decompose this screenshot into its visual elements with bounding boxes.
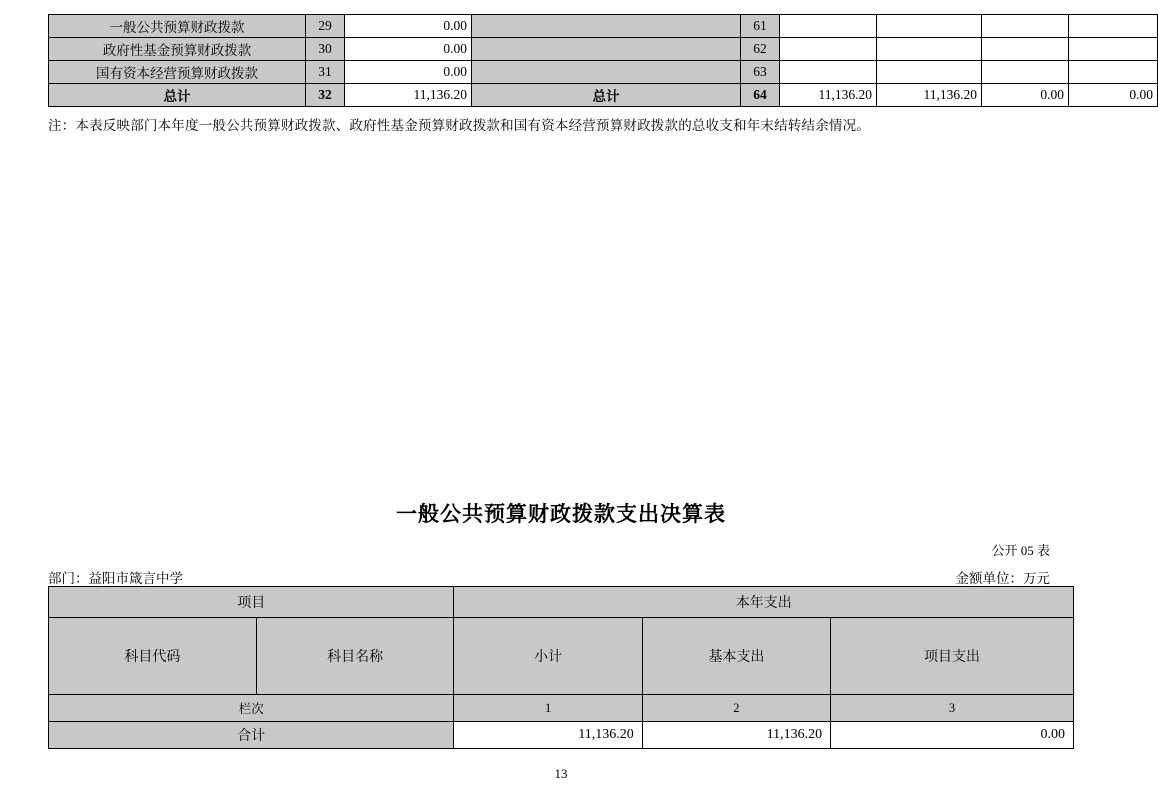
row-label: 一般公共预算财政拨款: [49, 15, 306, 38]
total-label: 合计: [49, 722, 454, 749]
total-value-2: 11,136.20: [877, 84, 982, 107]
row-value-3: [982, 38, 1069, 61]
row-value-1: [780, 15, 877, 38]
table-row: [49, 61, 1158, 84]
column-index-label: 栏次: [49, 695, 454, 722]
column-index-1: 1: [454, 695, 642, 722]
department-label: 部门：益阳市箴言中学: [48, 571, 183, 586]
table-row-total: [49, 722, 1074, 749]
total-value-1: 11,136.20: [780, 84, 877, 107]
row-label-right: [472, 38, 741, 61]
row-value-3: [982, 15, 1069, 38]
header-subtotal: 小计: [454, 618, 642, 695]
row-value-3: [982, 61, 1069, 84]
general-public-budget-expenditure-table: [48, 586, 1074, 749]
row-line-number: 31: [306, 61, 345, 84]
total-line-number-right: 64: [741, 84, 780, 107]
budget-allocation-table: [48, 14, 1158, 107]
table-header-row: [49, 618, 1074, 695]
page-title: 一般公共预算财政拨款支出决算表: [396, 503, 726, 526]
page-number: 13: [554, 766, 568, 781]
total-subtotal: 11,136.20: [454, 722, 642, 749]
row-label: 国有资本经营预算财政拨款: [49, 61, 306, 84]
row-line-number: 30: [306, 38, 345, 61]
total-value: 11,136.20: [345, 84, 472, 107]
row-line-number-right: 63: [741, 61, 780, 84]
row-value-4: [1069, 61, 1158, 84]
total-label-right: 总计: [472, 84, 741, 107]
total-value-4: 0.00: [1069, 84, 1158, 107]
header-basic-expense: 基本支出: [642, 618, 830, 695]
header-project-group: 项目: [49, 587, 454, 618]
amount-unit-label: 金额单位：万元: [955, 571, 1050, 586]
column-index-2: 2: [642, 695, 830, 722]
row-label-right: [472, 15, 741, 38]
header-project-expense: 项目支出: [831, 618, 1074, 695]
total-label: 总计: [49, 84, 306, 107]
row-value: 0.00: [345, 61, 472, 84]
row-value-4: [1069, 38, 1158, 61]
table-header-group-row: [49, 587, 1074, 618]
column-index-3: 3: [831, 695, 1074, 722]
total-basic-expense: 11,136.20: [642, 722, 830, 749]
row-line-number-right: 62: [741, 38, 780, 61]
row-value-4: [1069, 15, 1158, 38]
row-value: 0.00: [345, 38, 472, 61]
row-value-1: [780, 61, 877, 84]
table-column-index-row: [49, 695, 1074, 722]
table-row: [49, 38, 1158, 61]
header-year-expense-group: 本年支出: [454, 587, 1074, 618]
row-value-2: [877, 38, 982, 61]
row-value-2: [877, 15, 982, 38]
total-project-expense: 0.00: [831, 722, 1074, 749]
total-line-number: 32: [306, 84, 345, 107]
row-line-number: 29: [306, 15, 345, 38]
header-subject-name: 科目名称: [256, 618, 454, 695]
row-label-right: [472, 61, 741, 84]
table-row-total: [49, 84, 1158, 107]
total-value-3: 0.00: [982, 84, 1069, 107]
table-row: [49, 15, 1158, 38]
row-value-2: [877, 61, 982, 84]
row-value: 0.00: [345, 15, 472, 38]
header-subject-code: 科目代码: [49, 618, 257, 695]
row-label: 政府性基金预算财政拨款: [49, 38, 306, 61]
form-code-label: 公开 05 表: [991, 543, 1050, 558]
row-value-1: [780, 38, 877, 61]
table-footnote: 注：本表反映部门本年度一般公共预算财政拨款、政府性基金预算财政拨款和国有资本经营预算财政拨款的总收支和年末结转结余情况。: [48, 118, 870, 133]
row-line-number-right: 61: [741, 15, 780, 38]
